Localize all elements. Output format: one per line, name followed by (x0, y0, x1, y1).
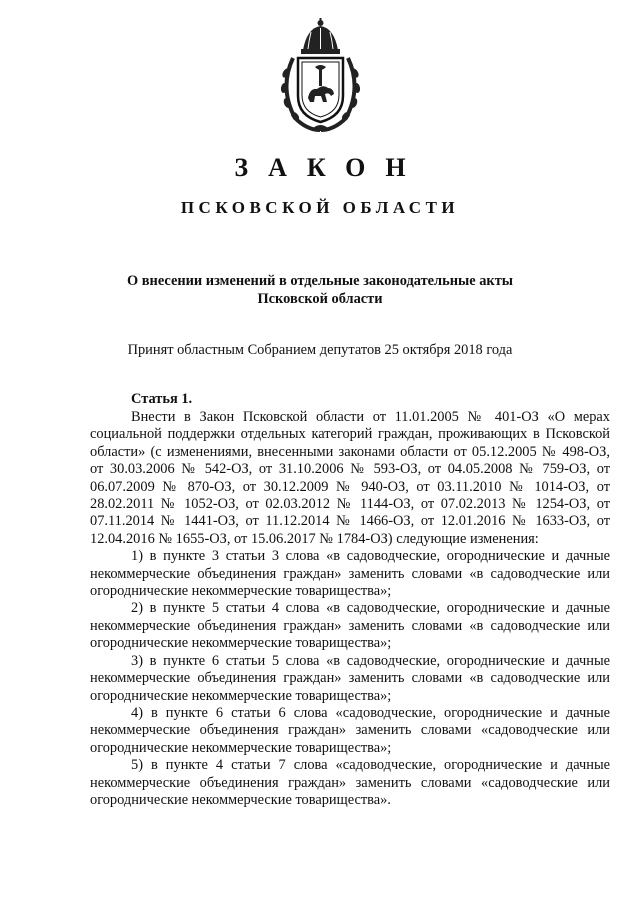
article-body (90, 409, 610, 809)
article-heading: Статья 1. (131, 391, 193, 407)
article-intro: Внести в Закон Псковской области от 11.01.2005 № 401-ОЗ «О мерах социальной поддержки отдельных категорий граждан, проживающих в Псковской области» (с изменениями, внесенными законами области от 05.12.2005 № 498-ОЗ, от 30.03.2006 № 542-ОЗ, от 31.10.2006 № 593-ОЗ, от 04.05.2008 № 759-ОЗ, от 06.07.2009 № 870-ОЗ, от 30.12.2009 № 940-ОЗ, от 03.11.2010 № 1014-ОЗ, от 28.02.2011 № 1052-ОЗ, от 02.03.2012 № 1144-ОЗ, от 07.02.2013 № 1254-ОЗ, от 07.11.2014 № 1441-ОЗ, от 11.12.2014 № 1466-ОЗ, от 12.01.2016 № 1633-ОЗ, от 12.04.2016 № 1655-ОЗ, от 15.06.2017 № 1784-ОЗ) следующие изменения: (90, 409, 610, 547)
document-title: О внесении изменений в отдельные законодательные акты Псковской области (126, 273, 514, 307)
list-item: 1) в пункте 3 статьи 3 слова «в садоводческие, огороднические и дачные некоммерческие объединения граждан» заменить словами «в садоводческие или огороднические некоммерческие товарищества»; (90, 548, 610, 600)
region-heading: ПСКОВСКОЙ ОБЛАСТИ (180, 198, 460, 217)
list-item: 4) в пункте 6 статьи 6 слова «садоводческие, огороднические и дачные некоммерческие объединения граждан» заменить словами «садоводческие или огороднические некоммерческие товарищества»; (90, 704, 610, 756)
list-item: 3) в пункте 6 статьи 5 слова «в садоводческие, огороднические и дачные некоммерческие объединения граждан» заменить словами «в садоводческие или огороднические некоммерческие товарищества»; (90, 652, 610, 704)
pskov-coat-of-arms-icon (273, 18, 368, 136)
law-heading: ЗАКОН (234, 153, 426, 182)
list-item: 2) в пункте 5 статьи 4 слова «в садоводческие, огороднические и дачные некоммерческие объединения граждан» заменить словами «в садоводческие или огороднические некоммерческие товарищества»; (90, 600, 610, 652)
list-item: 5) в пункте 4 статьи 7 слова «садоводческие, огороднические и дачные некоммерческие объединения граждан» заменить словами «садоводческие или огороднические некоммерческие товарищества». (90, 757, 610, 808)
adoption-statement: Принят областным Собранием депутатов 25 октября 2018 года (127, 342, 513, 358)
